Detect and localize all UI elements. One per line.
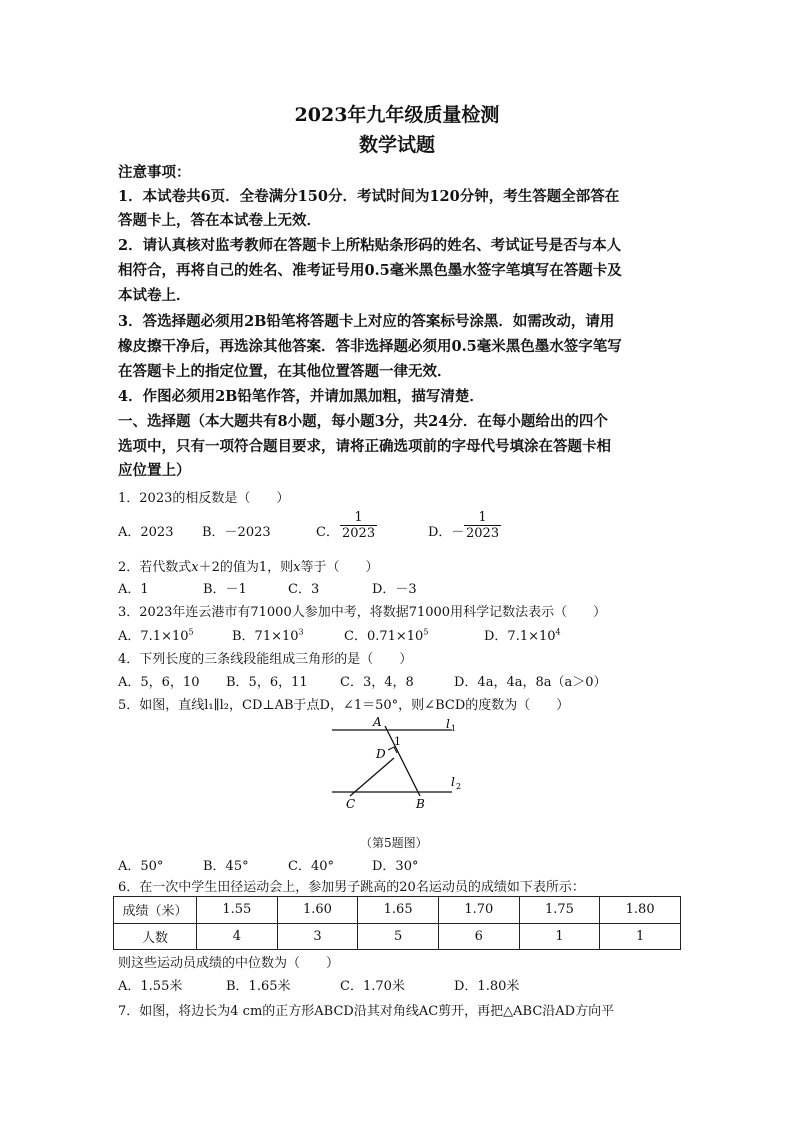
q3-c-text: C．0.71×10 <box>344 629 424 644</box>
q3-option-a <box>118 625 194 644</box>
q3-option-b <box>232 625 304 644</box>
segment-cd <box>350 758 394 796</box>
question-6-stem: 6．在一次中学生田径运动会上，参加男子跳高的20名运动员的成绩如下表所示： <box>118 880 585 895</box>
q1-c-numerator: 1 <box>340 510 377 526</box>
question-3-stem: 3．2023年连云港市有71000人参加中考，将数据71000用科学记数法表示（ ） <box>118 605 607 620</box>
section-heading: 应位置上） <box>118 462 191 479</box>
label-c: C <box>346 797 356 811</box>
exam-subtitle: 数学试题 <box>358 134 435 156</box>
notes-heading: 注意事项： <box>118 164 191 181</box>
q1-option-c-fraction <box>340 510 377 541</box>
label-b: B <box>416 797 425 811</box>
q2-option-b: B．－1 <box>203 582 247 597</box>
label-l2: l <box>451 775 455 789</box>
q6-score-table <box>113 896 681 950</box>
q4-option-b: B．5，6，11 <box>226 675 308 690</box>
note-line: 在答题卡上的指定位置，在其他位置答题一律无效． <box>118 363 452 380</box>
q3-a-text: A．7.1×10 <box>118 629 189 644</box>
table-cell: 3 <box>277 923 358 950</box>
note-line: 本试卷上． <box>118 287 191 304</box>
q5-option-b: B．45° <box>203 859 249 874</box>
label-l1-sub: 1 <box>451 724 457 733</box>
section-heading: 选项中，只有一项符合题目要求，请将正确选项前的字母代号填涂在答题卡相 <box>118 438 611 455</box>
q6-option-b: B．1.65米 <box>226 979 291 994</box>
q1-option-c-label: C． <box>316 525 339 540</box>
table-cell: 5 <box>358 923 439 950</box>
question-7-stem: 7．如图，将边长为4 cm的正方形ABCD沿其对角线AC剪开，再把△ABC沿AD方向平 <box>118 1004 615 1019</box>
table-cell: 1 <box>519 923 600 950</box>
label-d: D <box>376 747 386 761</box>
q2-stem-part: ＋2的值为1，则 <box>198 560 294 575</box>
q4-option-d: D．4a，4a，8a（a＞0） <box>454 675 607 690</box>
q2-variable: x <box>293 560 301 575</box>
table-cell: 1.80 <box>600 897 681 924</box>
note-line: 1．本试卷共6页．全卷满分150分．考试时间为120分钟，考生答题全部答在 <box>118 188 620 205</box>
note-line: 3．答选择题必须用2B铅笔将答题卡上对应的答案标号涂黑．如需改动，请用 <box>118 313 615 330</box>
q3-d-text: D．7.1×10 <box>484 629 556 644</box>
q6-option-c: C．1.70米 <box>340 979 405 994</box>
q1-option-d-label: D．－ <box>428 525 465 540</box>
q5-figure-caption: （第5题图） <box>360 836 428 850</box>
label-l2-sub: 2 <box>456 782 462 791</box>
q3-b-exponent: 3 <box>298 627 304 637</box>
q2-stem-part: 等于（ ） <box>300 560 379 575</box>
table-cell: 4 <box>197 923 278 950</box>
note-line: 2．请认真核对监考教师在答题卡上所粘贴条形码的姓名、考试证号是否与本人 <box>118 237 622 254</box>
q1-d-numerator: 1 <box>464 510 501 526</box>
q1-option-d-fraction <box>464 510 501 541</box>
q4-option-a: A．5，6，10 <box>118 675 200 690</box>
label-a: A <box>373 715 382 729</box>
q6-option-a: A．1.55米 <box>118 979 183 994</box>
table-header-cell: 人数 <box>114 923 197 950</box>
q2-option-c: C．3 <box>288 582 320 597</box>
q3-c-exponent: 5 <box>423 627 429 637</box>
table-cell: 1.55 <box>197 897 278 924</box>
q1-option-a: A．2023 <box>118 525 174 540</box>
q6-ask: 则这些运动员成绩的中位数为（ ） <box>118 956 340 971</box>
q2-option-d: D．－3 <box>372 582 417 597</box>
table-header-cell: 成绩（米） <box>114 897 197 924</box>
question-4-stem: 4．下列长度的三条线段能组成三角形的是（ ） <box>118 652 413 667</box>
label-l1: l <box>446 717 450 731</box>
exam-title: 2023年九年级质量检测 <box>294 104 500 126</box>
q5-option-d: D．30° <box>372 859 419 874</box>
note-line: 答题卡上，答在本试卷上无效． <box>118 212 321 229</box>
question-2-stem <box>118 556 379 575</box>
q3-option-d <box>484 625 561 644</box>
q2-variable: x <box>191 560 199 575</box>
table-row <box>114 897 681 924</box>
q1-option-b: B．－2023 <box>202 525 271 540</box>
label-angle-1: 1 <box>394 735 401 748</box>
note-line: 4．作图必须用2B铅笔作答，并请加黑加粗，描写清楚． <box>118 388 484 405</box>
q3-d-exponent: 4 <box>555 627 561 637</box>
note-line: 橡皮擦干净后，再选涂其他答案．答非选择题必须用0.5毫米黑色墨水签字笔写 <box>118 338 622 355</box>
q3-b-text: B．71×10 <box>232 629 299 644</box>
table-cell: 1 <box>600 923 681 950</box>
table-cell: 1.65 <box>358 897 439 924</box>
table-row <box>114 923 681 950</box>
table-cell: 6 <box>438 923 519 950</box>
note-line: 相符合，再将自己的姓名、准考证号用0.5毫米黑色墨水签字笔填写在答题卡及 <box>118 262 622 279</box>
q1-c-denominator: 2023 <box>342 526 376 541</box>
table-cell: 1.60 <box>277 897 358 924</box>
q1-d-denominator: 2023 <box>466 526 500 541</box>
section-heading: 一、选择题（本大题共有8小题，每小题3分，共24分．在每小题给出的四个 <box>118 413 608 430</box>
q2-option-a: A．1 <box>118 582 149 597</box>
q3-option-c <box>344 625 428 644</box>
q6-option-d: D．1.80米 <box>454 979 520 994</box>
table-cell: 1.75 <box>519 897 600 924</box>
q5-figure <box>330 712 470 812</box>
q2-stem-part: 2．若代数式 <box>118 560 192 575</box>
question-1-stem: 1．2023的相反数是（ ） <box>118 491 290 506</box>
question-5-stem: 5．如图，直线l₁∥l₂，CD⊥AB于点D，∠1＝50°，则∠BCD的度数为（ ） <box>118 698 570 713</box>
q4-option-c: C．3，4，8 <box>340 675 414 690</box>
table-cell: 1.70 <box>438 897 519 924</box>
q5-option-a: A．50° <box>118 859 164 874</box>
q3-a-exponent: 5 <box>188 627 194 637</box>
q5-option-c: C．40° <box>288 859 334 874</box>
